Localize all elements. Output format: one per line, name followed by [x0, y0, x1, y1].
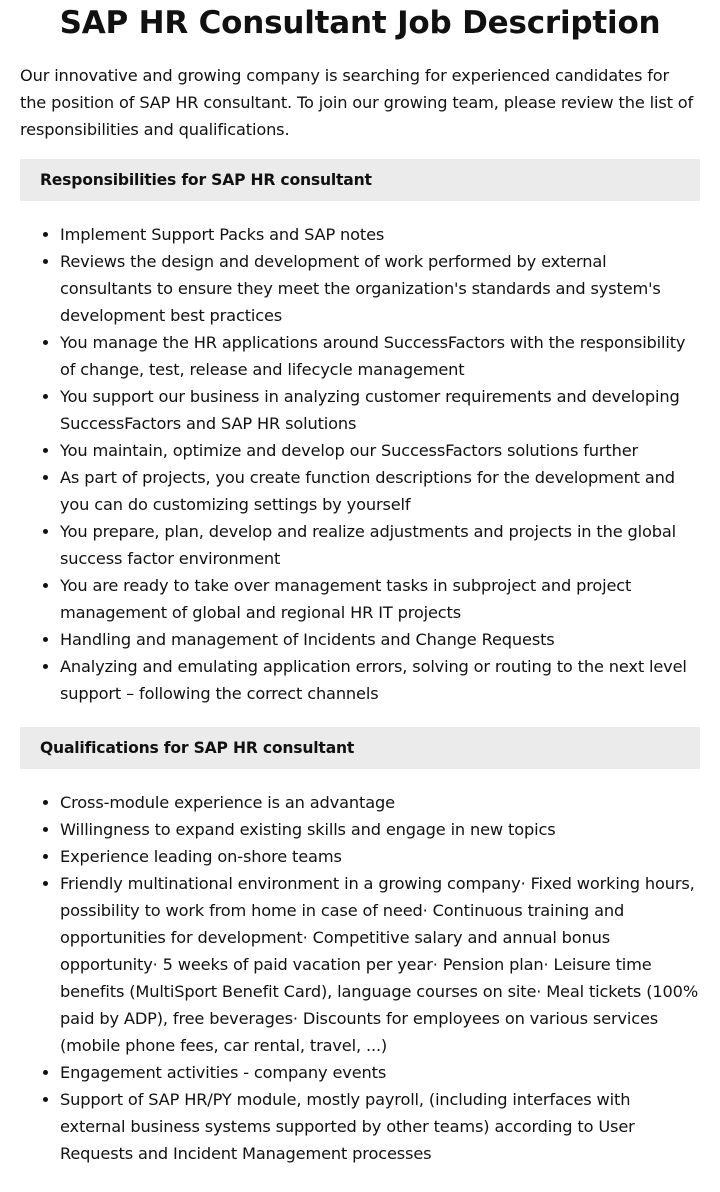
page-title: SAP HR Consultant Job Description	[59, 5, 661, 41]
list-item: • You support our business in analyzing customer requirements and developing SuccessFactors and SAP HR solutions	[60, 383, 700, 437]
qualifications-header: Qualifications for SAP HR consultant	[20, 727, 700, 769]
qualifications-list	[20, 789, 700, 1167]
list-item: • Analyzing and emulating application errors, solving or routing to the next level support – following the correct channels	[60, 653, 700, 707]
list-item: • You prepare, plan, develop and realize adjustments and projects in the global success factor environment	[60, 518, 700, 572]
list-item: • Handling and management of Incidents and Change Requests	[60, 626, 700, 653]
intro-paragraph: Our innovative and growing company is searching for experienced candidates for the position of SAP HR consultant. To join our growing team, please review the list of responsibilities and qualifications.	[20, 66, 694, 139]
list-item: • Reviews the design and development of work performed by external consultants to ensure they meet the organization's standards and system's development best practices	[60, 248, 700, 329]
list-item: • Cross-module experience is an advantage	[60, 789, 700, 816]
responsibilities-list	[20, 221, 700, 707]
responsibilities-header: Responsibilities for SAP HR consultant	[20, 159, 700, 201]
list-item: • Implement Support Packs and SAP notes	[60, 221, 700, 248]
list-item: • Experience leading on-shore teams	[60, 843, 700, 870]
list-item: • Friendly multinational environment in a growing company· Fixed working hours, possibility to work from home in case of need· Continuous training and opportunities for development· Competitive salary and annual bonus opportunity· 5 weeks of paid vacation per year· Pension plan· Leisure time benefits (MultiSport Benefit Card), language courses on site· Meal tickets (100% paid by ADP), free beverages· Discounts for employees on various services (mobile phone fees, car rental, travel, ...)	[60, 870, 700, 1059]
list-item: • Support of SAP HR/PY module, mostly payroll, (including interfaces with external business systems supported by other teams) according to User Requests and Incident Management processes	[60, 1086, 700, 1167]
list-item: • Engagement activities - company events	[60, 1059, 700, 1086]
list-item: • As part of projects, you create function descriptions for the development and you can do customizing settings by yourself	[60, 464, 700, 518]
list-item: • Willingness to expand existing skills and engage in new topics	[60, 816, 700, 843]
list-item: • You maintain, optimize and develop our SuccessFactors solutions further	[60, 437, 700, 464]
list-item: • You are ready to take over management tasks in subproject and project management of global and regional HR IT projects	[60, 572, 700, 626]
list-item: • You manage the HR applications around SuccessFactors with the responsibility of change, test, release and lifecycle management	[60, 329, 700, 383]
